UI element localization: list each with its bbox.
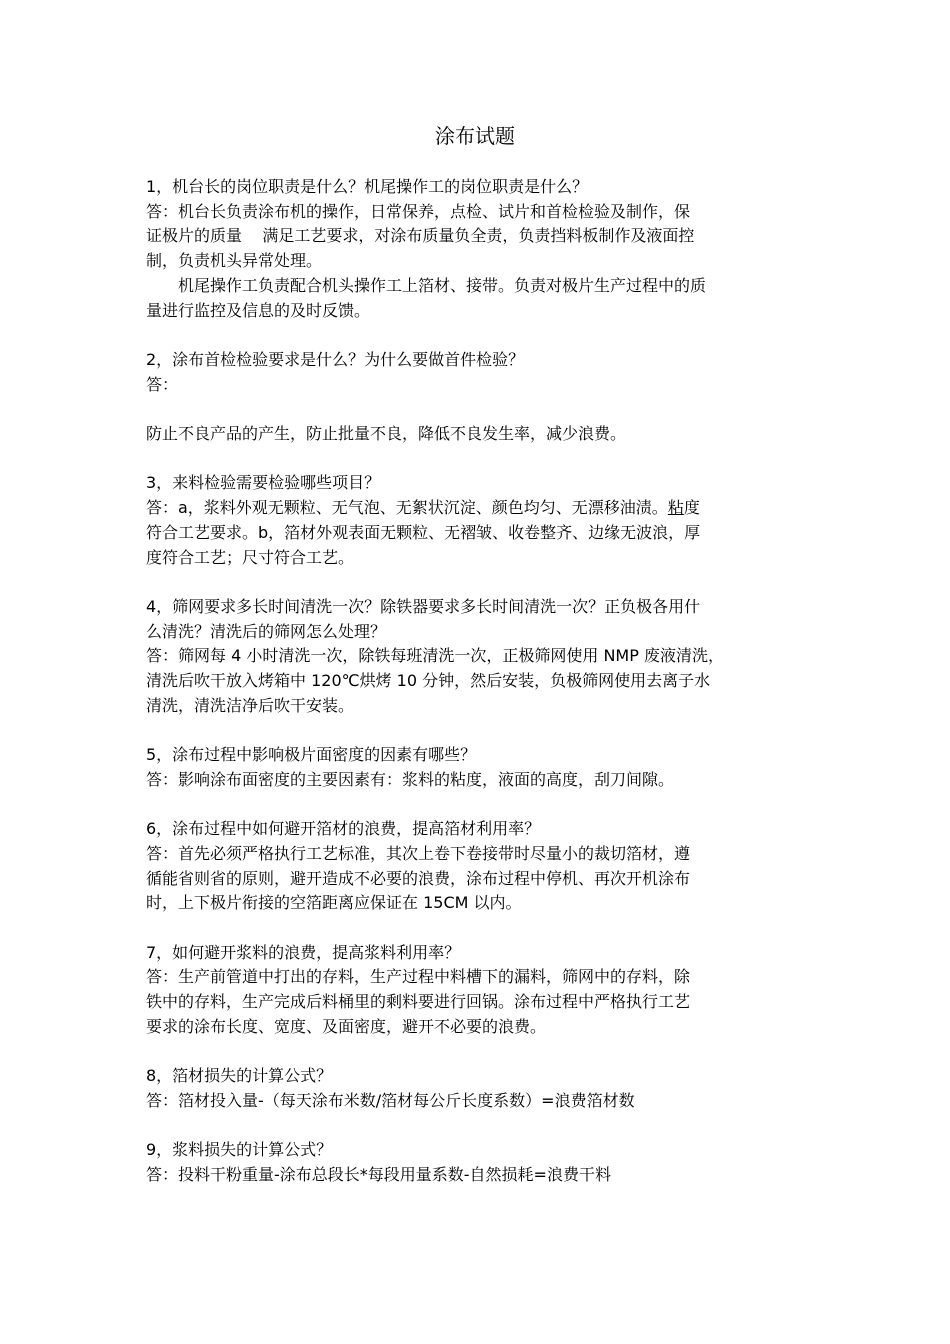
question-block-9 (146, 1138, 816, 1187)
document-body (146, 175, 816, 1188)
question-text: 7，如何避开浆料的浪费，提高浆料利用率？ (146, 942, 461, 962)
answer-text (146, 496, 816, 521)
answer-text: 答：筛网每 4 小时清洗一次，除铁每班清洗一次，正极筛网使用 NMP 废液清洗， (146, 646, 724, 666)
question-block-4 (146, 595, 816, 719)
answer-text: 机尾操作工负责配合机头操作工上箔材、接带。负责对极片生产过程中的质 (178, 275, 707, 295)
answer-text: 答：机台长负责涂布机的操作，日常保养，点检、试片和首检检验及制作，保 (146, 201, 691, 221)
answer-text: 答：首先必须严格执行工艺标准，其次上卷下卷接带时尽量小的裁切箔材，遵 (146, 843, 691, 863)
answer-text: 答：投料干粉重量-涂布总段长*每段用量系数-自然损耗=浪费干料 (146, 1164, 611, 1184)
question-block-1 (146, 175, 816, 323)
answer-segment: 度 (683, 498, 700, 518)
question-block-5 (146, 743, 816, 792)
question-block-7 (146, 941, 816, 1040)
question-block-8 (146, 1064, 816, 1113)
answer-text: 清洗后吹干放入烤箱中 120℃烘烤 10 分钟，然后安装，负极筛网使用去离子水 (146, 671, 711, 690)
answer-text: 铁中的存料，生产完成后料桶里的剩料要进行回锅。涂布过程中严格执行工艺 (146, 992, 691, 1012)
answer-label: 答： (146, 374, 179, 394)
answer-segment: 答：a，浆料外观无颗粒、无气泡、无絮状沉淀、颜色均匀、无漂移油渍。 (146, 498, 668, 518)
question-text: 3，来料检验需要检验哪些项目？ (146, 473, 381, 493)
question-text: 6，涂布过程中如何避开箔材的浪费，提高箔材利用率？ (146, 819, 541, 839)
answer-text: 答：箔材投入量-（每天涂布米数/箔材每公斤长度系数）=浪费箔材数 (146, 1090, 635, 1110)
question-text: 8，箔材损失的计算公式？ (146, 1066, 333, 1086)
answer-text: 答：生产前管道中打出的存料，生产过程中料槽下的漏料，筛网中的存料，除 (146, 967, 691, 987)
answer-text: 循能省则省的原则，避开造成不必要的浪费，涂布过程中停机、再次开机涂布 (146, 868, 691, 888)
answer-text: 制，负责机头异常处理。 (146, 251, 323, 271)
answer-text: 时，上下极片衔接的空箔距离应保证在 15CM 以内。 (146, 893, 522, 913)
answer-text: 清洗，清洗洁净后吹干安装。 (146, 695, 355, 715)
answer-text: 证极片的质量 满足工艺要求，对涂布质量负全责，负责挡料板制作及液面控 (146, 226, 695, 246)
question-text: 么清洗？清洗后的筛网怎么处理？ (146, 621, 387, 641)
answer-text: 度符合工艺；尺寸符合工艺。 (146, 547, 355, 567)
answer-text: 符合工艺要求。b，箔材外观表面无颗粒、无褶皱、收卷整齐、边缘无波浪，厚 (146, 522, 701, 542)
question-text: 4，筛网要求多长时间清洗一次？除铁器要求多长时间清洗一次？正负极各用什 (146, 596, 701, 616)
question-block-2 (146, 348, 816, 447)
question-block-3 (146, 471, 816, 570)
question-text: 1，机台长的岗位职责是什么？机尾操作工的岗位职责是什么？ (146, 177, 589, 196)
answer-text: 答：影响涂布面密度的主要因素有：浆料的粘度，液面的高度，刮刀间隙。 (146, 769, 675, 789)
question-block-6 (146, 817, 816, 916)
question-text: 9，浆料损失的计算公式？ (146, 1140, 333, 1160)
answer-text: 量进行监控及信息的及时反馈。 (146, 300, 371, 320)
question-text: 2，涂布首检检验要求是什么？为什么要做首件检验？ (146, 349, 525, 369)
underlined-word: 粘 (667, 498, 684, 518)
answer-text: 要求的涂布长度、宽度、及面密度，避开不必要的浪费。 (146, 1016, 547, 1036)
question-text: 5，涂布过程中影响极片面密度的因素有哪些？ (146, 745, 477, 765)
answer-text: 防止不良产品的产生，防止批量不良，降低不良发生率，减少浪费。 (146, 424, 627, 443)
document-title: 涂布试题 (435, 124, 515, 148)
